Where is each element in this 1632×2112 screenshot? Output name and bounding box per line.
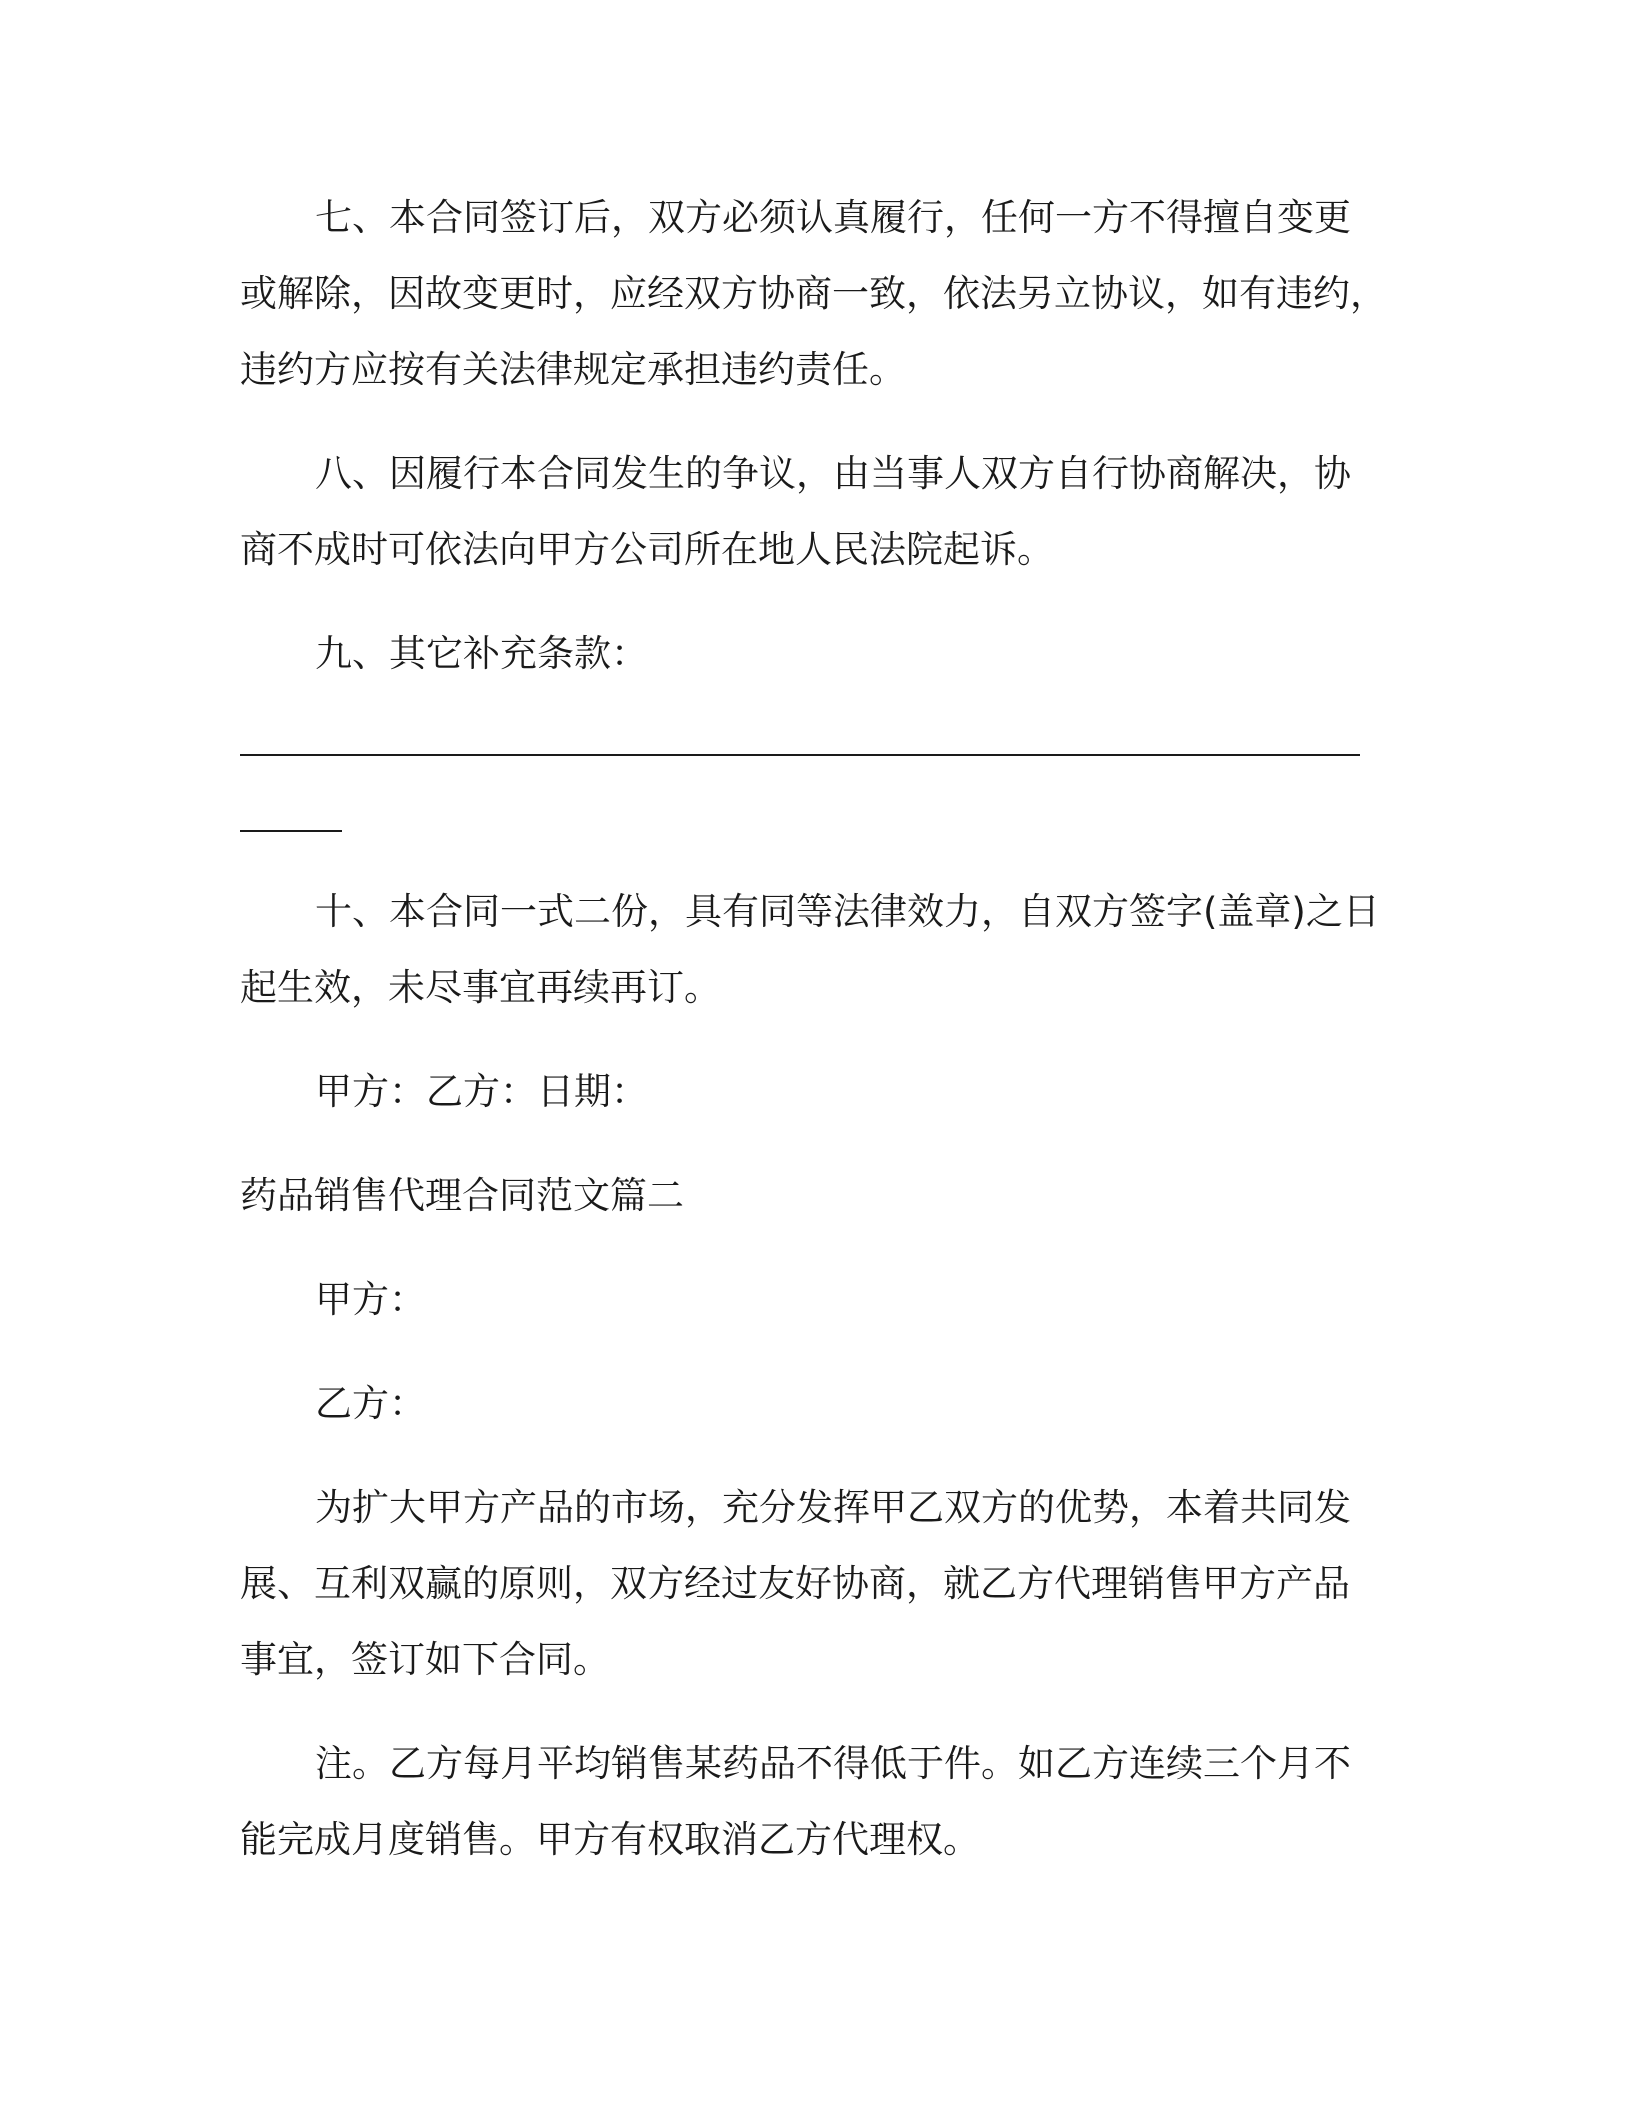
blank-fill-line-2 xyxy=(240,830,342,832)
blank-fill-line-1 xyxy=(240,754,1360,756)
intro-line3: 事宜，签订如下合同。 xyxy=(240,1638,610,1681)
note-line1: 注。乙方每月平均销售某药品不得低于件。如乙方连续三个月不 xyxy=(315,1742,1351,1785)
intro-line1: 为扩大甲方产品的市场，充分发挥甲乙双方的优势，本着共同发 xyxy=(315,1486,1351,1529)
section-title: 药品销售代理合同范文篇二 xyxy=(240,1174,684,1217)
clause7-line2: 或解除，因故变更时，应经双方协商一致，依法另立协议，如有违约， xyxy=(240,272,1387,315)
clause10-line2: 起生效，未尽事宜再续再订。 xyxy=(240,966,721,1009)
party-a-label: 甲方： xyxy=(315,1278,426,1321)
clause8-line1: 八、因履行本合同发生的争议，由当事人双方自行协商解决，协 xyxy=(315,452,1351,495)
clause8-line2: 商不成时可依法向甲方公司所在地人民法院起诉。 xyxy=(240,528,1054,571)
signature-line: 甲方：乙方：日期： xyxy=(315,1070,648,1113)
intro-line2: 展、互利双赢的原则，双方经过友好协商，就乙方代理销售甲方产品 xyxy=(240,1562,1350,1605)
clause9-line1: 九、其它补充条款： xyxy=(315,632,648,675)
party-b-label: 乙方： xyxy=(315,1382,426,1425)
note-line2: 能完成月度销售。甲方有权取消乙方代理权。 xyxy=(240,1818,980,1861)
clause10-line1: 十、本合同一式二份，具有同等法律效力，自双方签字(盖章)之日 xyxy=(315,890,1380,933)
clause7-line3: 违约方应按有关法律规定承担违约责任。 xyxy=(240,348,906,391)
clause7-line1: 七、本合同签订后，双方必须认真履行，任何一方不得擅自变更 xyxy=(315,196,1351,239)
